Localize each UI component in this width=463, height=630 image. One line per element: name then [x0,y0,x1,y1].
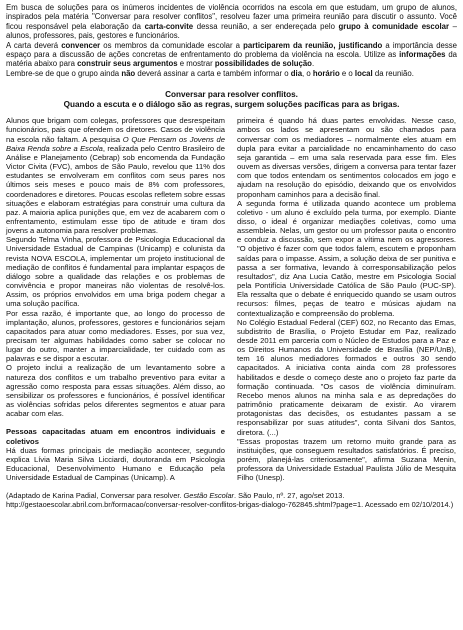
text-run: (Adaptado de Karina Padial, Conversar para resolver. [6,490,184,500]
article-right-column [237,116,456,482]
instructions [6,3,457,78]
text-run: Alunos que brigam com colegas, professores que desrespeitam funcionários, pais que ofendem os diretores. Casos de violência na escola não faltam. A pesquisa [6,116,225,144]
text-run: participarem da reunião, justificando [243,40,383,50]
text-run: , o [302,68,313,78]
text-run: , realizada pelo Centro Brasileiro de Análise e Planejamento (Cebrap) sob encomenda da Fundação Victor Civita (FVC), ambos de São Paulo, revelou que 11% dos estudantes se envolveram em conflitos com seus pares nos últimos seis meses e pouco mais de 8% com professores, coordenadores e diretores. Poucas escolas refletem sobre essas situações e elaboram estratégias para construir uma cultura da paz. A maioria aplica punições que, em vez de acabarem com o enfrentamento, estimulam esse tipo de atitude e tiram dos jovens a autonomia para resolver problemas. [6,143,225,236]
article-paragraph [6,446,225,483]
article-paragraph [237,318,456,437]
article-header [6,90,457,110]
text-run: convencer [61,40,101,50]
section-subheading [6,427,225,445]
article-paragraph [237,199,456,318]
text-run: Gestão Escolar [183,490,235,500]
text-run: deverá assinar a carta e também informar o [135,68,291,78]
text-run: não [121,68,136,78]
text-run: os membros da comunidade escolar a [100,40,244,50]
text-run: Por essa razão, é importante que, ao longo do processo de implantação, alunos, professores, gestores e funcionários sejam capacitados para atuar como mediadores. Esses, por sua vez, precisam ter algumas habilidades como saber se colocar no lugar do outro, manter a imparcialidade, ter cuidado com as palavras e se dispor a escutar. [6,308,225,364]
text-run: No Colégio Estadual Federal (CEF) 602, no Recanto das Emas, subdistrito de Brasília, o Projeto Estudar em Paz, realizado desde 2011 em parceria com o Núcleo de Estudos para a Paz e os Direitos Humanos da Universidade de Brasília (NEP/UnB), tem 16 alunos mediadores formados e outros 30 sendo capacitados. A iniciativa conta ainda com 28 professores habilitados e desde o começo deste ano o projeto faz parte da formação continuada. "Os casos de violência diminuíram. Recebo menos alunos na minha sala e as depredações do patrimônio praticamente deixaram de existir. Ao virarem protagonistas das decisões, os estudantes passam a se responsabilizar por suas atitudes", conta Silvani dos Santos, diretora. (...) [237,317,456,437]
text-run: informações [399,50,446,60]
text-run: da matéria abaixo para [6,50,458,69]
text-run: O projeto inclui a realização de um levantamento sobre a natureza dos conflitos e um trabalho preventivo para evitar a agressão como resposta para essas situações. Além disso, ao sensibilizar os professores e funcionários, é possível identificar as violências sofridas pelos diferentes segmentos e atuar para acabar com elas. [6,363,225,419]
instruction-paragraph [6,3,457,41]
text-run: . São Paulo, nº. 27, ago/set 2013. http://gestaoescolar.abril.com.br/formacao/conversar-resolver-conflitos-brigas-dialogo-762845.shtml?page=1. Acessado em 02/10/2014.) [6,490,454,509]
text-run: grupo à comunidade escolar [338,21,450,31]
text-run: Há duas formas principais de mediação acontecer, segundo explica Lívia Maria Silva Licciardi, doutoranda em Psicologia Educacional, Desenvolvimento Humano e Educação pela Universidade Estadual de Campinas (Unicamp). A [6,445,225,483]
text-run: – alunos, professores, pais, gestores e funcionários. [6,21,457,41]
article-subtitle: Quando a escuta e o diálogo são as regras, surgem soluções pacíficas para as brigas. [63,100,400,110]
text-run: e o [339,68,355,78]
text-run: e mostrar [177,59,215,69]
article-body [6,116,457,482]
text-run: local [354,68,373,78]
text-run: possibilidades de solução [214,59,312,69]
text-run: . [311,59,315,69]
text-run: Lembre-se de que o grupo ainda [6,68,122,78]
text-run: "Essas propostas trazem um retorno muito grande para as instituições, que conseguem resultados satisfatórios. É preciso, porém, planejá-las criteriosamente", afirma Suzana Menin, professora da Universidade Estadual Paulista Júlio de Mesquita Filho (Unesp). [237,436,456,483]
article-paragraph [237,116,456,198]
text-run: da reunião. [372,68,414,78]
article-paragraph [6,116,225,235]
text-run: horário [312,68,340,78]
article-paragraph [6,235,225,308]
text-run: Em busca de soluções para os inúmeros incidentes de violência ocorridos na escola em que estudam, um grupo de alunos, inspirados pela matéria "Conversar para resolver conflitos", resolveu fazer uma primeira reunião para discutir o assunto. Você ficou responsável pela elaboração da [6,3,457,31]
text-run: primeira é quando há duas partes envolvidas. Nesse caso, ambos os lados se apresentam ou são chamados para conversar com os mediadores – normalmente eles atuam em dupla para evitar a parcialidade no encaminhamento do caso seja garantida – em uma sala reservada para esse fim. Eles ouvem as diversas versões, dirigem a conversa para tentar fazer com que todos entendam os sentimentos colocados em jogo e ajudam na resolução do episódio, deixando que os envolvidos proponham caminhos para a decisão final. [237,116,456,199]
article-left-column [6,116,225,482]
article-paragraph [6,363,225,418]
text-run: carta-convite [144,21,194,31]
text-run: A segunda forma é utilizada quando acontece um problema coletivo - um aluno é excluído pela turma, por exemplo. Diante disso, o ideal é organizar mediações coletivas, como uma assembleia. Nelas, um gestor ou um professor pauta o encontro e conduz a discussão, sem expor a vítima nem os agressores. "O objetivo é fazer com que todos falem, escutem e proponham saídas para o impasse. Assim, a solução deixa de ser punitiva e passa a ser formativa, levando à corresponsabilização pelos resultados", diz Ana Lucia Catão, mestre em Psicologia Social pela Pontifícia Universidade Católica de São Paulo (PUC-SP). Ela ressalta que o debate é enriquecido quando se usam outros recursos: filmes, peças de teatro e músicas ajudam na contextualização e compreensão do problema. [237,198,456,318]
instruction-paragraph [6,69,457,78]
text-run: a importância desse espaço para a discussão de ações concretas de enfrentamento do problema da violência na escola. Utilize as [6,40,458,60]
text-run: O Que Pensam os Jovens de Baixa Renda sobre a Escola [6,134,226,153]
instruction-paragraph [6,41,457,69]
text-run: dia [290,68,303,78]
article-title: Conversar para resolver conflitos. [165,90,298,100]
article-paragraph [6,309,225,364]
text-run: construir seus argumentos [77,59,178,69]
text-run: dessa reunião, a ser endereçada pelo [193,21,339,31]
article-paragraph [237,437,456,483]
citation-text [6,491,457,509]
text-run: Segundo Telma Vinha, professora de Psicologia Educacional da Universidade Estadual de Campinas (Unicamp) e colunista da revista NOVA ESCOLA, implementar um projeto institucional de mediação de conflitos é fundamental para implantar espaços de diálogo sobre a qualidade das relações e os problemas de convivência e propor maneiras não violentas de resolvê-los. Assim, os próprios envolvidos em uma briga podem chegar a uma solução pacífica. [6,235,225,309]
text-run: Pessoas capacitadas atuam em encontros individuais e coletivos [6,427,225,446]
source-citation [6,491,457,509]
text-run: A carta deverá [6,40,62,50]
